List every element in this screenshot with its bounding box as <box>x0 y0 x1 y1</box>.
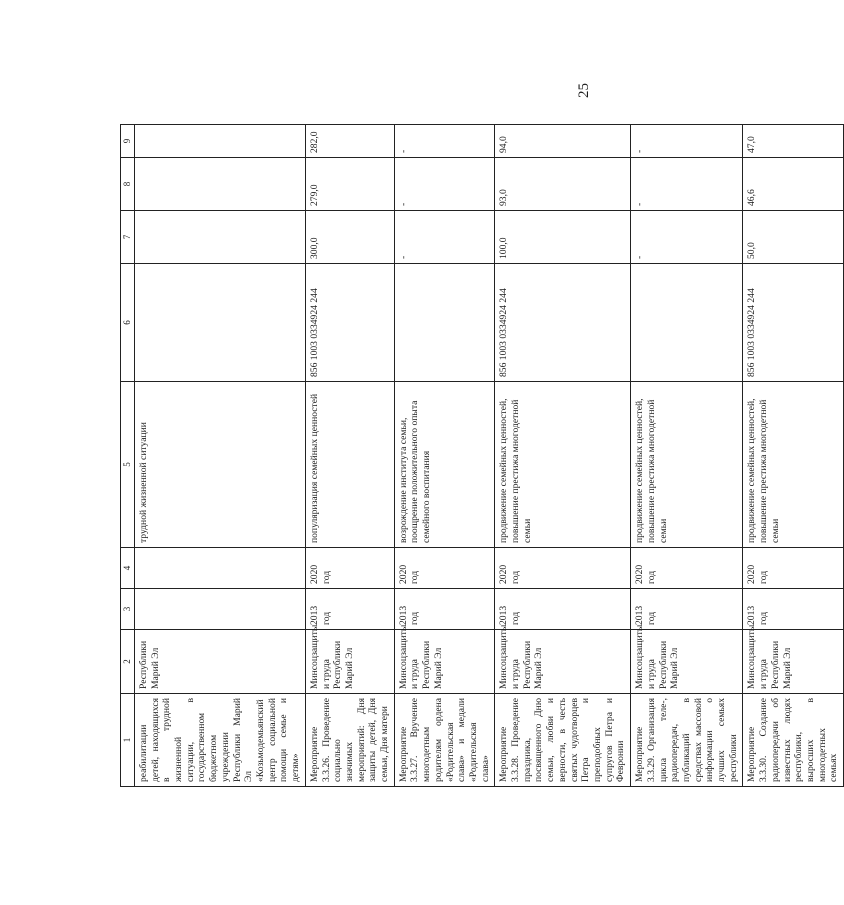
activity-name: Мероприятие 3.3.27. Вручение многодетным родителям ордена «Родительская слава» и медали «Родительская слава» <box>394 694 495 787</box>
budget-code <box>631 264 743 382</box>
budget-code: 856 1003 0334924 244 <box>495 264 631 382</box>
column-number: 2 <box>121 630 135 694</box>
end-year <box>134 548 305 589</box>
table-row <box>743 125 844 787</box>
end-year: 2020 год <box>495 548 631 589</box>
column-number: 1 <box>121 694 135 787</box>
column-number: 4 <box>121 548 135 589</box>
funding-value: 100,0 <box>495 211 631 264</box>
funding-value <box>134 158 305 211</box>
funding-value: 282,0 <box>305 125 394 158</box>
funding-value: - <box>394 125 495 158</box>
column-number: 3 <box>121 589 135 630</box>
funding-value: 279,0 <box>305 158 394 211</box>
column-numbers-row <box>121 125 135 787</box>
expected-result: продвижение семейных ценностей, повышение престижа многодетной семьи <box>495 382 631 548</box>
activity-name: Мероприятие 3.3.29. Организация цикла теле-, радиопередач, публикаций в средствах массовой информации о лучших семьях республики <box>631 694 743 787</box>
program-activities-table <box>120 124 844 787</box>
end-year: 2020 год <box>305 548 394 589</box>
funding-value: 47,0 <box>743 125 844 158</box>
table-row <box>394 125 495 787</box>
start-year: 2013 год <box>305 589 394 630</box>
funding-value: 46,6 <box>743 158 844 211</box>
column-number: 8 <box>121 158 135 211</box>
end-year: 2020 год <box>394 548 495 589</box>
funding-value: 50,0 <box>743 211 844 264</box>
start-year: 2013 год <box>743 589 844 630</box>
table-row <box>134 125 305 787</box>
start-year: 2013 год <box>394 589 495 630</box>
column-number: 6 <box>121 264 135 382</box>
end-year: 2020 год <box>743 548 844 589</box>
expected-result: возрождение института семьи, поощрение положительного опыта семейного воспитания <box>394 382 495 548</box>
table-row <box>631 125 743 787</box>
expected-result: популяризация семейных ценностей <box>305 382 394 548</box>
funding-value: - <box>631 211 743 264</box>
table-row <box>305 125 394 787</box>
funding-value <box>134 211 305 264</box>
responsible-executor: Минсоцзащиты и труда Республики Марий Эл <box>394 630 495 694</box>
activity-name: Мероприятие 3.3.28. Проведение праздника, посвященного Дню семьи, любви и верности, в честь святых чудотворцев Петра и преподобных супругов Петра и Февронии <box>495 694 631 787</box>
column-number: 7 <box>121 211 135 264</box>
funding-value: 94,0 <box>495 125 631 158</box>
column-number: 9 <box>121 125 135 158</box>
funding-value <box>134 125 305 158</box>
activity-name: Мероприятие 3.3.26. Проведение социально значимых мероприятий: Дня защиты детей, Дня семьи, Дня матери <box>305 694 394 787</box>
budget-code: 856 1003 0334924 244 <box>743 264 844 382</box>
budget-code: 856 1003 0334924 244 <box>305 264 394 382</box>
responsible-executor: Республики Марий Эл <box>134 630 305 694</box>
end-year: 2020 год <box>631 548 743 589</box>
page-number: 25 <box>576 83 592 98</box>
responsible-executor: Минсоцзащиты и труда Республики Марий Эл <box>495 630 631 694</box>
responsible-executor: Минсоцзащиты и труда Республики Марий Эл <box>743 630 844 694</box>
funding-value: - <box>631 125 743 158</box>
column-number: 5 <box>121 382 135 548</box>
start-year: 2013 год <box>495 589 631 630</box>
expected-result: трудной жизненной ситуации <box>134 382 305 548</box>
funding-value: 300,0 <box>305 211 394 264</box>
funding-value: - <box>631 158 743 211</box>
budget-code <box>134 264 305 382</box>
activity-name: реабилитации детей, находящихся в трудной жизненной ситуации, в государственном бюджетном учреждении Республики Марий Эл «Козьмодемьянский центр социальной помощи семье и детям» <box>134 694 305 787</box>
table-row <box>495 125 631 787</box>
responsible-executor: Минсоцзащиты и труда Республики Марий Эл <box>305 630 394 694</box>
rotated-table-container <box>120 125 840 787</box>
funding-value: - <box>394 211 495 264</box>
funding-value: - <box>394 158 495 211</box>
responsible-executor: Минсоцзащиты и труда Республики Марий Эл <box>631 630 743 694</box>
activity-name: Мероприятие 3.3.30. Создание радиопередачи об известных людях республики, выросших в многодетных семьях <box>743 694 844 787</box>
funding-value: 93,0 <box>495 158 631 211</box>
expected-result: продвижение семейных ценностей, повышение престижа многодетной семьи <box>743 382 844 548</box>
expected-result: продвижение семейных ценностей, повышение престижа многодетной семьи <box>631 382 743 548</box>
budget-code <box>394 264 495 382</box>
start-year <box>134 589 305 630</box>
start-year: 2013 год <box>631 589 743 630</box>
